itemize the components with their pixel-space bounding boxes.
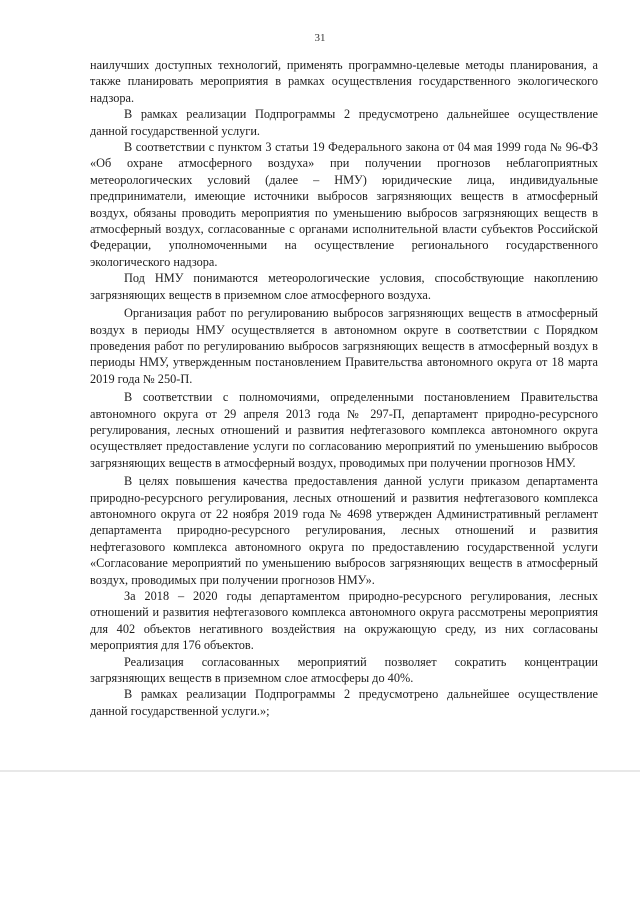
paragraph-authority: В соответствии с полномочиями, определенными постановлением Правительства автономного округа от 29 апреля 2013 года № 297-П, департамент природно-ресурсного регулирования, лесных отношений и развития нефтегазового комплекса автономного округа осуществляет предоставление услуги по согласованию мероприятий по уменьшению выбросов загрязняющих веществ в атмосферный воздух, проводимых при получении прогнозов НМУ. (90, 390, 598, 470)
paragraph-organization-of-works: Организация работ по регулированию выбросов загрязняющих веществ в атмосферный воздух в периоды НМУ осуществляется в автономном округе в соответствии с Порядком проведения работ по регулированию выбросов загрязняющих веществ в атмосферный воздух в периоды НМУ, утвержденным постановлением Правительства автономного округа от 18 марта 2019 года № 250-П. (90, 306, 598, 386)
paragraph-nmu-definition: Под НМУ понимаются метеорологические условия, способствующие накоплению загрязняющих веществ в приземном слое атмосферного воздуха. (90, 271, 598, 302)
paragraph-statistics: За 2018 – 2020 годы департаментом природно-ресурсного регулирования, лесных отношений и развития нефтегазового комплекса автономного округа рассмотрены мероприятия для 402 объектов негативного воздействия на окружающую среду, из них согласованы мероприятия для 176 объектов. (90, 589, 598, 653)
page-number: 31 (314, 32, 326, 44)
paragraph-subprogram-service: В рамках реализации Подпрограммы 2 предусмотрено дальнейшее осуществление данной государственной услуги. (90, 107, 598, 138)
document-body (90, 57, 598, 719)
paragraph-closing: В рамках реализации Подпрограммы 2 предусмотрено дальнейшее осуществление данной государственной услуги.»; (90, 687, 598, 718)
paragraph-regulation: В целях повышения качества предоставления данной услуги приказом департамента природно-ресурсного регулирования, лесных отношений и развития нефтегазового комплекса автономного округа от 22 ноября 2019 года № 4698 утвержден Административный регламент департамента природно-ресурсного регулирования, лесных отношений и развития нефтегазового комплекса автономного округа по предоставлению государственной услуги «Согласование мероприятий по уменьшению выбросов загрязняющих веществ в атмосферный воздух, проводимых при получении прогнозов НМУ». (90, 474, 598, 587)
paragraph-reduction: Реализация согласованных мероприятий позволяет сократить концентрации загрязняющих веществ в приземном слое атмосферы до 40%. (90, 654, 598, 686)
paragraph-continuation: наилучших доступных технологий, применять программно-целевые методы планирования, а также планировать мероприятия в рамках осуществления государственного экологического надзора. (90, 58, 598, 105)
paragraph-federal-law: В соответствии с пунктом 3 статьи 19 Федерального закона от 04 мая 1999 года № 96-ФЗ «Об охране атмосферного воздуха» при получении прогнозов неблагоприятных метеорологических условий (далее – НМУ) юридические лица, индивидуальные предприниматели, имеющие источники выбросов загрязняющих веществ в атмосферный воздух, обязаны проводить мероприятия по уменьшению выбросов загрязняющих веществ в атмосферный воздух, согласованные с органами исполнительной власти субъектов Российской Федерации, уполномоченными на осуществление регионального государственного экологического надзора. (90, 140, 598, 269)
blank-margin (0, 772, 640, 905)
